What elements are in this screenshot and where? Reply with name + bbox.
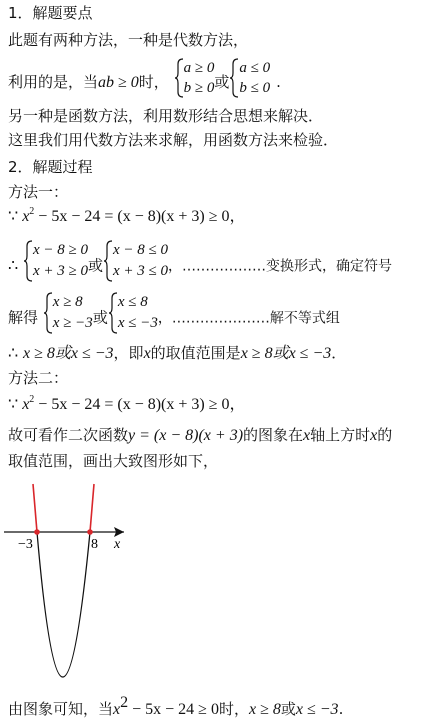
root-point-left — [34, 529, 40, 535]
condition-ab: ab ≥ 0 — [98, 74, 139, 91]
paragraph-approach: 这里我们用代数方法来求解，用函数方法来检验． — [8, 131, 339, 149]
final-conclusion: 由图象可知，当$x^2 - 5x - 24 \ge 0$时，x ≥ 8或x ≤ −3. — [8, 694, 344, 718]
system-solution-one: x ≥ 8 x ≥ −3 — [43, 292, 93, 344]
system-a-b-nonpos: a ≤ 0 b ≤ 0 — [229, 58, 270, 107]
axis-label-x: x — [114, 537, 121, 552]
method-one-label: 方法一： — [8, 183, 69, 201]
heading-key-points: 1．解题要点 — [8, 4, 93, 22]
system-both-nonneg: x − 8 ≥ 0 x + 3 ≥ 0 — [23, 240, 88, 292]
brace-icon — [23, 240, 33, 282]
parabola-graph — [0, 480, 160, 690]
heading-solution-process: 2．解题过程 — [8, 158, 93, 176]
function-interpretation: 故可看作二次函数y = (x − 8)(x + 3)的图象在x轴上方时x的 — [8, 426, 393, 444]
brace-icon — [229, 58, 239, 98]
function-interpretation-cont: 取值范围，画出大致图形如下， — [8, 452, 219, 470]
method-two-label: 方法二： — [8, 369, 69, 387]
left-branch-highlight — [33, 484, 37, 532]
brace-icon — [108, 292, 118, 334]
paragraph-two-methods: 此题有两种方法，一种是代数方法， — [8, 31, 249, 49]
parabola-curve — [37, 532, 90, 677]
paragraph-condition: 利用的是，当ab ≥ 0时， a ≥ 0 b ≥ 0 或 a ≤ 0 b ≤ 0 . — [8, 58, 281, 98]
conclusion-line: ∴ x ≥ 8或x ≤ −3，即x的取值范围是x ≥ 8或x ≤ −3． — [8, 344, 347, 362]
system-both-nonpos: x − 8 ≤ 0 x + 3 ≤ 0 — [103, 240, 168, 292]
brace-icon — [174, 58, 184, 98]
system-solution-two: x ≤ 8 x ≤ −3 — [108, 292, 158, 344]
brace-icon — [43, 292, 53, 334]
right-branch-highlight — [90, 484, 94, 532]
root-point-right — [87, 529, 93, 535]
factorization-line-repeat: ∵ $x^2 - 5x - 24 = (x - 8)(x + 3) \ge 0$， — [8, 394, 246, 413]
sign-systems-line: ∴ x − 8 ≥ 0 x + 3 ≥ 0 或 x − 8 ≤ 0 x + 3 ≤ 0 ，………………变换形式，确定符号 — [8, 240, 392, 284]
paragraph-function-method: 另一种是函数方法，利用数形结合思想来解决． — [8, 107, 324, 125]
factorization-line: ∵ $x^2 - 5x - 24 = (x - 8)(x + 3) \ge 0$， — [8, 206, 246, 225]
solved-systems-line: 解得 x ≥ 8 x ≥ −3 或 x ≤ 8 x ≤ −3 ，…………………解不等式组 — [8, 292, 340, 336]
brace-icon — [103, 240, 113, 282]
root-label-left: −3 — [18, 537, 33, 552]
system-a-b-nonneg: a ≥ 0 b ≥ 0 — [174, 58, 215, 107]
root-label-right: 8 — [91, 537, 98, 552]
